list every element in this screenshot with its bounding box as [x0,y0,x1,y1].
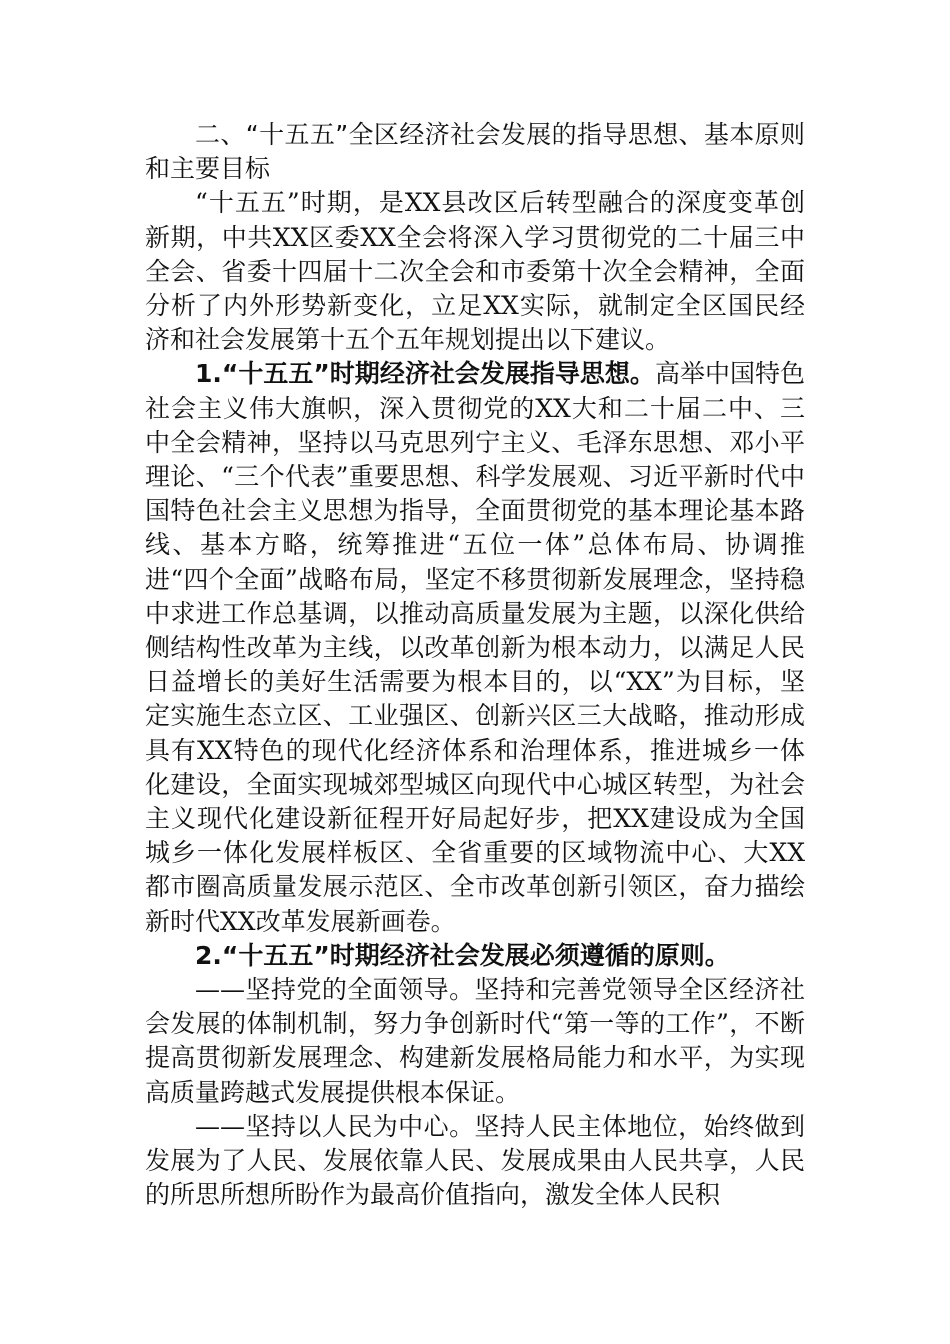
section-heading: 二、“十五五”全区经济社会发展的指导思想、基本原则和主要目标 [145,120,805,184]
item-1-title: 1.“十五五”时期经济社会发展指导思想。 [195,359,655,389]
intro-paragraph: “十五五”时期，是XX县改区后转型融合的深度变革创新期，中共XX区委XX全会将深入学习贯彻党的二十届三中全会、省委十四届十二次全会和市委第十次全会精神，全面分析了内外形势新变化，立足XX实际，就制定全区国民经济和社会发展第十五个五年规划提出以下建议。 [145,188,805,355]
principle-1-paragraph: ——坚持党的全面领导。坚持和完善党领导全区经济社会发展的体制机制，努力争创新时代“第一等的工作”，不断提高贯彻新发展理念、构建新发展格局能力和水平，为实现高质量跨越式发展提供根本保证。 [145,975,805,1107]
document-page [145,118,805,1213]
item-1-paragraph [145,357,805,938]
item-2-title: 2.“十五五”时期经济社会发展必须遵循的原则。 [195,940,730,970]
principle-2-paragraph: ——坚持以人民为中心。坚持人民主体地位，始终做到发展为了人民、发展依靠人民、发展成果由人民共享，人民的所思所想所盼作为最高价值指向，激发全体人民积 [145,1111,805,1210]
item-1-body: 高举中国特色社会主义伟大旗帜，深入贯彻党的XX大和二十届二中、三中全会精神，坚持以马克思列宁主义、毛泽东思想、邓小平理论、“三个代表”重要思想、科学发展观、习近平新时代中国特色社会主义思想为指导，全面贯彻党的基本理论基本路线、基本方略，统筹推进“五位一体”总体布局、协调推进“四个全面”战略布局，坚定不移贯彻新发展理念，坚持稳中求进工作总基调，以推动高质量发展为主题，以深化供给侧结构性改革为主线，以改革创新为根本动力，以满足人民日益增长的美好生活需要为根本目的，以“XX”为目标，坚定实施生态立区、工业强区、创新兴区三大战略，推动形成具有XX特色的现代化经济体系和治理体系，推进城乡一体化建设，全面实现城郊型城区向现代中心城区转型，为社会主义现代化建设新征程开好局起好步，把XX建设成为全国城乡一体化发展样板区、全省重要的区域物流中心、大XX都市圈高质量发展示范区、全市改革创新引领区，奋力描绘新时代XX改革发展新画卷。 [145,359,805,936]
